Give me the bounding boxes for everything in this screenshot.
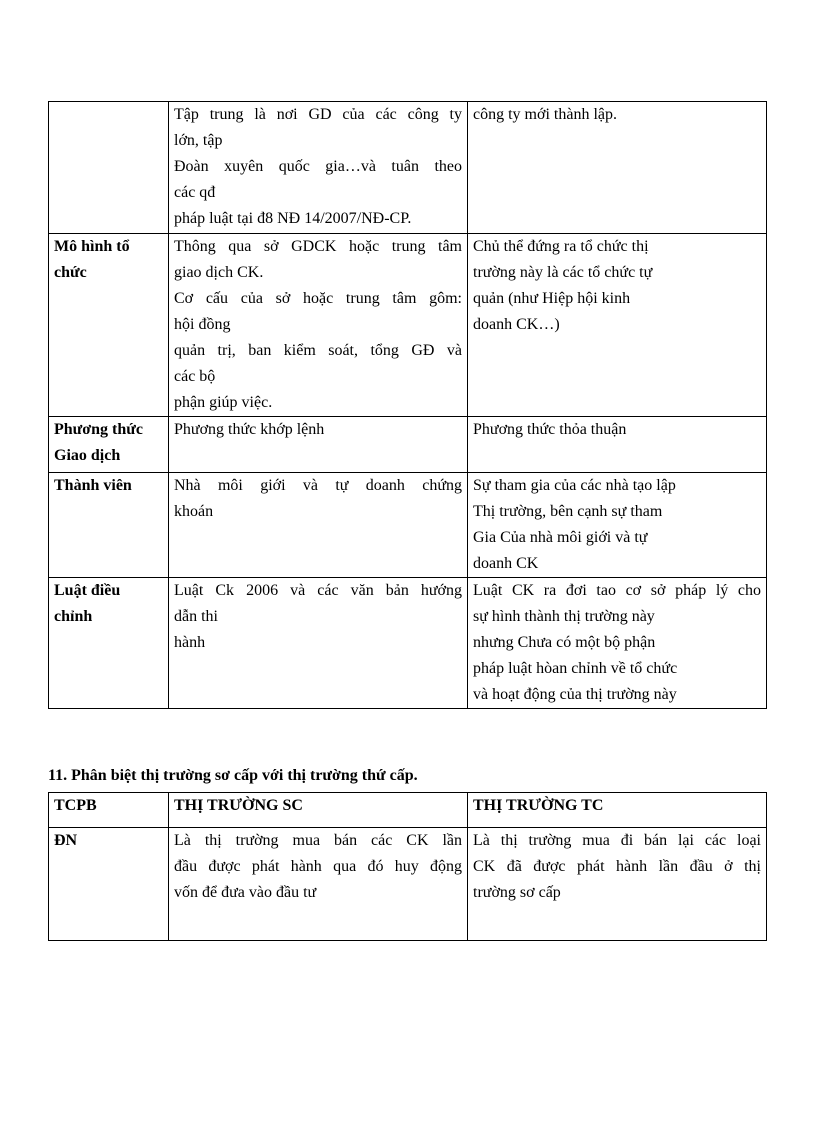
cell-text-line: quản (như Hiệp hội kinh [473,290,631,307]
cell-text-line: chỉnh [54,608,93,625]
cell-text-line: doanh CK [473,555,539,572]
criteria-cell [49,234,169,417]
cell-text-line: vốn để đưa vào đầu tư [174,884,317,901]
section-heading: 11. Phân biệt thị trường sơ cấp với thị trường thứ cấp. [48,767,418,784]
cell-text-line: khoán [174,503,214,520]
cell-text-line: Phương thức [54,421,143,438]
cell-text-line: Cơ cấu của sở hoặc trung tâm gôm: [174,290,462,307]
cell-text-line: lớn, tập [174,132,223,149]
cell-text-line: Phương thức thỏa thuận [473,421,627,438]
cell-text-line: và hoạt động của thị trường này [473,686,677,703]
cell-text-line: chức [54,264,87,281]
table-row [49,102,767,234]
cell-text-line: Là thị trường mua bán các CK lần [174,832,462,849]
secondary-cell [468,102,767,234]
table-row [49,473,767,578]
header-criteria: TCPB [49,793,169,828]
cell-text-line: Luật CK ra đơi tao cơ sở pháp lý cho [473,582,761,599]
cell-text-line: ĐN [54,832,78,849]
criteria-cell [49,102,169,234]
table-header-row [49,793,767,828]
cell-text-line: hội đồng [174,316,231,333]
primary-cell [169,417,468,473]
primary-cell [169,578,468,709]
cell-text-line: Sự tham gia của các nhà tạo lập [473,477,676,494]
cell-text-line: sự hình thành thị trường này [473,608,655,625]
secondary-cell [468,234,767,417]
header-primary-market: THỊ TRƯỜNG SC [169,793,468,828]
secondary-cell [468,417,767,473]
primary-cell [169,234,468,417]
secondary-cell [468,473,767,578]
secondary-cell [468,828,767,941]
comparison-table-1 [48,101,767,709]
cell-text-line: Mô hình tổ [54,238,130,255]
cell-text-line: phận giúp việc. [174,394,273,411]
cell-text-line: Là thị trường mua đi bán lại các loại [473,832,761,849]
cell-text-line: các bộ [174,368,216,385]
cell-text-line: trường này là các tổ chức tự [473,264,653,281]
cell-text-line: hành [174,634,206,651]
criteria-cell [49,473,169,578]
cell-text-line: Đoàn xuyên quốc gia…và tuân theo [174,158,462,175]
cell-text-line: Phương thức khớp lệnh [174,421,325,438]
cell-text-line: trường sơ cấp [473,884,561,901]
table-row [49,417,767,473]
cell-text-line: Giao dịch [54,447,121,464]
cell-text-line: pháp luật tại đ8 NĐ 14/2007/NĐ-CP. [174,210,412,227]
cell-text-line: Chủ thể đứng ra tổ chức thị [473,238,649,255]
cell-text-line: Thông qua sở GDCK hoặc trung tâm [174,238,462,255]
cell-text-line: Luật Ck 2006 và các văn bản hướng [174,582,462,599]
secondary-cell [468,578,767,709]
cell-text-line: các qđ [174,184,216,201]
cell-text-line: Thị trường, bên cạnh sự tham [473,503,663,520]
table-row [49,234,767,417]
criteria-cell [49,417,169,473]
cell-text-line: Tập trung là nơi GD của các công ty [174,106,462,123]
cell-text-line: công ty mới thành lập. [473,106,617,123]
cell-text-line: Thành viên [54,477,132,494]
cell-text-line: quản trị, ban kiểm soát, tổng GĐ và [174,342,462,359]
cell-text-line: Luật điều [54,582,121,599]
cell-text-line: CK đã được phát hành lần đầu ở thị [473,858,761,875]
criteria-cell [49,578,169,709]
cell-text-line: dẫn thi [174,608,218,625]
cell-text-line: giao dịch CK. [174,264,264,281]
primary-cell [169,102,468,234]
table-row [49,828,767,941]
comparison-table-2 [48,792,767,941]
cell-text-line: nhưng Chưa có một bộ phận [473,634,656,651]
cell-text-line: pháp luật hòan chỉnh về tổ chức [473,660,678,677]
cell-text-line: Nhà môi giới và tự doanh chứng [174,477,462,494]
header-secondary-market: THỊ TRƯỜNG TC [468,793,767,828]
primary-cell [169,473,468,578]
primary-cell [169,828,468,941]
cell-text-line: đầu được phát hành qua đó huy động [174,858,462,875]
cell-text-line: Gia Của nhà môi giới và tự [473,529,648,546]
criteria-cell [49,828,169,941]
table-row [49,578,767,709]
cell-text-line: doanh CK…) [473,316,560,333]
